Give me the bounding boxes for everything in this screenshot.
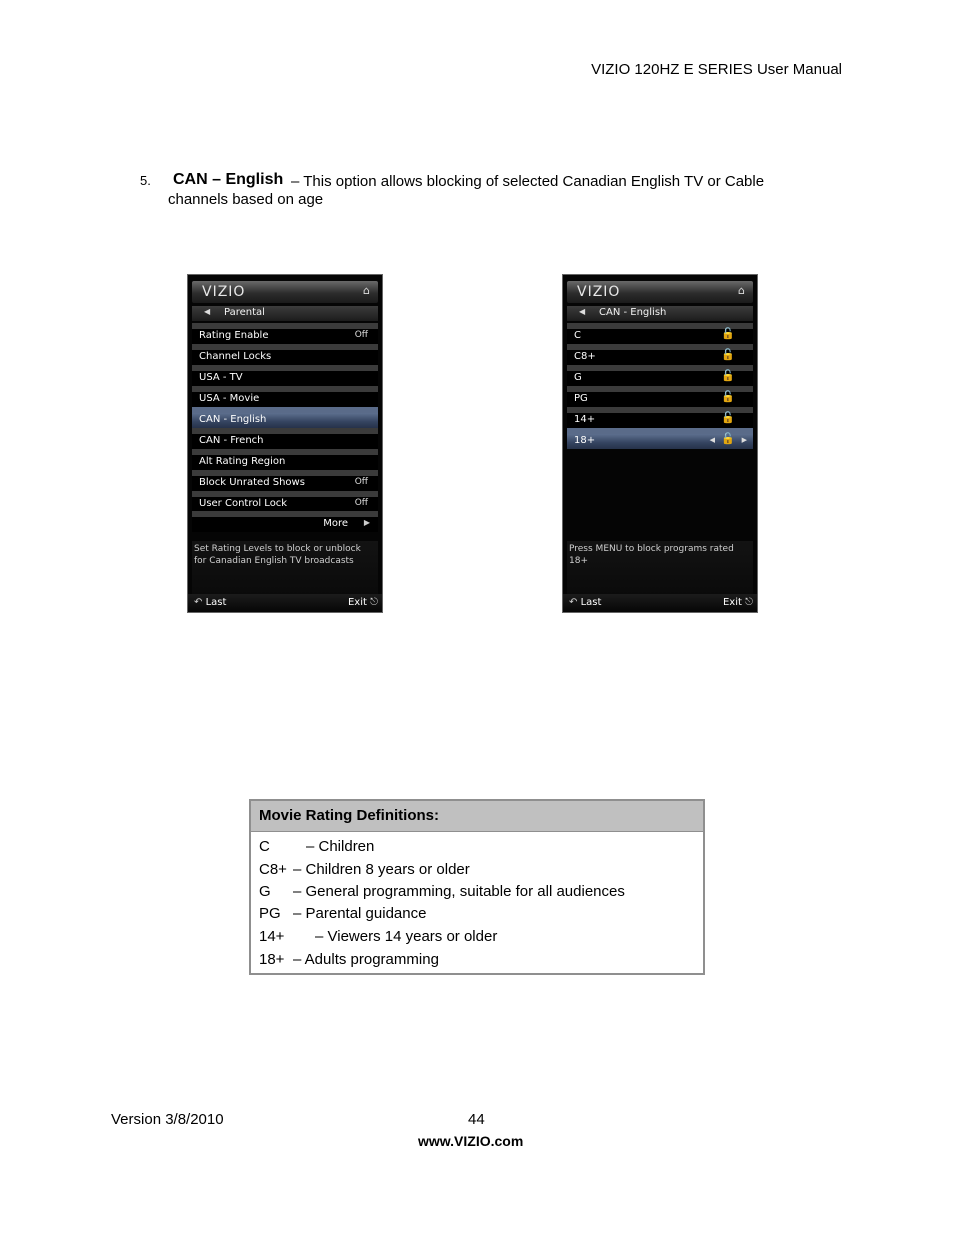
version-text: Version 3/8/2010	[111, 1111, 224, 1128]
osd-title-bar	[192, 281, 378, 303]
menu-item-alt-rating-region	[192, 449, 378, 470]
menu-item-label: USA - Movie	[199, 393, 260, 404]
rating-description: – Children	[306, 838, 375, 855]
menu-item-user-control-lock	[192, 491, 378, 512]
step-description-cont: channels based on age	[168, 191, 324, 208]
osd-footer	[188, 594, 382, 612]
unlock-icon: 🔓	[721, 432, 735, 445]
menu-item-channel-locks	[192, 344, 378, 365]
osd-help-text: Press MENU to block programs rated 18+	[567, 541, 753, 596]
menu-item-label: Rating Enable	[199, 330, 269, 341]
unlock-icon: 🔓	[721, 390, 735, 403]
rating-item-label: 18+	[574, 435, 596, 446]
rating-item-14plus	[567, 407, 753, 428]
rating-item-pg	[567, 386, 753, 407]
table-row	[259, 905, 426, 922]
table-row	[259, 928, 497, 945]
rating-code: 18+	[259, 951, 285, 968]
osd-footer-exit: Exit ⎋	[722, 597, 753, 608]
exit-icon: ⎋	[745, 597, 753, 608]
exit-icon: ⎋	[370, 597, 378, 608]
home-icon: ⌂	[363, 284, 370, 297]
breadcrumb-label: CAN - English	[599, 307, 667, 318]
osd-footer-exit: Exit ⎋	[347, 597, 378, 608]
rating-item-18plus	[567, 428, 753, 449]
rating-item-label: C	[574, 330, 581, 341]
parental-menu-screenshot	[187, 274, 383, 613]
return-icon: ↶	[194, 597, 203, 608]
unlock-icon: 🔓	[721, 348, 735, 361]
menu-item-label: Channel Locks	[199, 351, 272, 362]
movie-rating-definitions-table	[249, 799, 705, 975]
rating-description: – Viewers 14 years or older	[315, 928, 498, 945]
table-heading: Movie Rating Definitions:	[251, 801, 703, 832]
step-description: – This option allows blocking of selected Canadian English TV or Cable	[291, 173, 765, 190]
rating-item-label: PG	[574, 393, 588, 404]
can-english-menu-screenshot	[562, 274, 758, 613]
menu-item-label: CAN - French	[199, 435, 264, 446]
table-row	[259, 883, 625, 900]
rating-item-c8plus	[567, 344, 753, 365]
page-number: 44	[468, 1111, 485, 1128]
menu-item-label: Block Unrated Shows	[199, 477, 305, 488]
rating-description: – General programming, suitable for all audiences	[293, 883, 625, 900]
menu-item-label: CAN - English	[199, 414, 267, 425]
menu-item-rating-enable	[192, 323, 378, 344]
vizio-logo: VIZIO	[202, 284, 246, 300]
breadcrumb-label: Parental	[224, 307, 265, 318]
menu-item-block-unrated-shows	[192, 470, 378, 491]
rating-code: C8+	[259, 861, 287, 878]
rating-item-label: 14+	[574, 414, 596, 425]
return-icon: ↶	[569, 597, 578, 608]
rating-item-c	[567, 323, 753, 344]
menu-item-label: User Control Lock	[199, 498, 288, 509]
rating-code: 14+	[259, 928, 285, 945]
menu-item-value: Off	[354, 498, 368, 508]
chevron-right-icon: ▶	[363, 518, 370, 527]
chevron-right-icon: ▶	[741, 436, 747, 444]
menu-item-usa-movie	[192, 386, 378, 407]
osd-breadcrumb	[192, 306, 378, 321]
menu-item-label: Alt Rating Region	[199, 456, 286, 467]
step-title: CAN – English	[173, 171, 284, 188]
menu-item-more	[192, 511, 378, 532]
rating-description: – Adults programming	[293, 951, 439, 968]
chevron-left-icon: ◀	[709, 436, 715, 444]
more-label: More	[323, 518, 348, 529]
menu-item-can-english	[192, 407, 378, 428]
menu-item-value: Off	[354, 330, 368, 340]
osd-footer	[563, 594, 757, 612]
vizio-logo: VIZIO	[577, 284, 621, 300]
rating-code: C	[259, 838, 270, 855]
back-arrow-icon: ◀	[204, 307, 211, 316]
menu-item-label: USA - TV	[199, 372, 243, 383]
osd-help-text: Set Rating Levels to block or unblock for Canadian English TV broadcasts	[192, 541, 378, 596]
rating-item-label: G	[574, 372, 582, 383]
rating-code: PG	[259, 905, 281, 922]
home-icon: ⌂	[738, 284, 745, 297]
osd-title-bar	[567, 281, 753, 303]
rating-item-label: C8+	[574, 351, 596, 362]
table-row	[259, 838, 374, 855]
back-arrow-icon: ◀	[579, 307, 586, 316]
menu-item-usa-tv	[192, 365, 378, 386]
osd-footer-last: ↶ Last	[569, 597, 602, 608]
menu-item-can-french	[192, 428, 378, 449]
step-number: 5.	[140, 173, 151, 188]
rating-description: – Children 8 years or older	[293, 861, 470, 878]
unlock-icon: 🔓	[721, 369, 735, 382]
manual-title: VIZIO 120HZ E SERIES User Manual	[591, 61, 842, 78]
unlock-icon: 🔓	[721, 327, 735, 340]
osd-breadcrumb	[567, 306, 753, 321]
menu-item-value: Off	[354, 477, 368, 487]
unlock-icon: 🔓	[721, 411, 735, 424]
rating-description: – Parental guidance	[293, 905, 427, 922]
rating-code: G	[259, 883, 271, 900]
osd-footer-last: ↶ Last	[194, 597, 227, 608]
table-row	[259, 861, 470, 878]
website-url: www.VIZIO.com	[418, 1133, 524, 1149]
rating-item-g	[567, 365, 753, 386]
table-row	[259, 951, 439, 968]
